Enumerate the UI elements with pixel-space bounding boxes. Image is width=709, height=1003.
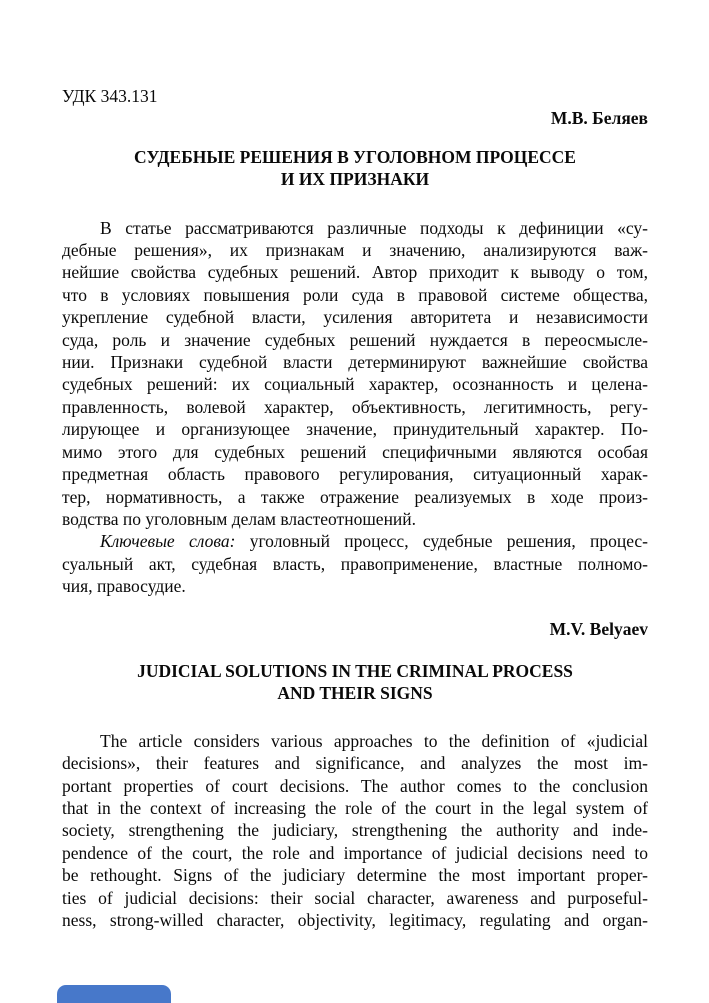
text-line: decisions», their features and significance, and analyzes the most im-	[62, 753, 648, 774]
text-line: The article considers various approaches to the definition of «judicial	[100, 730, 648, 751]
keywords-ru	[62, 530, 648, 597]
text-line: судебных решений: их социальный характер, осознанность и целена-	[62, 374, 648, 395]
text-line: AND THEIR SIGNS	[277, 683, 433, 704]
text-line: В статье рассматриваются различные подходы к дефиниции «су-	[100, 217, 648, 238]
text-line: правленность, волевой характер, объективность, легитимность, регу-	[62, 396, 648, 417]
keywords-label: Ключевые слова:	[100, 531, 236, 552]
text-line: ness, strong-willed character, objectivity, legitimacy, regulating and organ-	[62, 910, 648, 930]
keywords-line-first	[62, 530, 648, 552]
text-line: portant properties of court decisions. The author comes to the conclusion	[62, 775, 648, 796]
text-line: укрепление судебной власти, усиления авторитета и независимости	[62, 307, 648, 328]
partial-blue-button[interactable]	[57, 985, 171, 1003]
text-line: тер, нормативность, а также отражение реализуемых в ходе произ-	[62, 486, 648, 507]
text-line: JUDICIAL SOLUTIONS IN THE CRIMINAL PROCESS	[137, 660, 573, 681]
text-line: дебные решения», их признакам и значению, анализируются важ-	[62, 240, 648, 261]
text-line: лирующее и организующее значение, принудительный характер. По-	[62, 419, 648, 440]
text-line: мимо этого для судебных решений специфичными являются особая	[62, 441, 648, 462]
text-line: pendence of the court, the role and importance of judicial decisions need to	[62, 842, 648, 863]
text-line: чия, правосудие.	[62, 576, 186, 597]
udc-code: УДК 343.131	[62, 86, 158, 106]
text-line: ties of judicial decisions: their social character, awareness and purposeful-	[62, 887, 648, 908]
keywords-lines	[62, 553, 648, 598]
text-line: нейшие свойства судебных решений. Автор приходит к выводу о том,	[62, 262, 648, 283]
text-line: that in the context of increasing the role of the court in the legal system of	[62, 797, 648, 818]
text-line: суальный акт, судебная власть, правоприменение, властные полномо-	[62, 553, 648, 574]
author-en: M.V. Belyaev	[549, 618, 648, 639]
text-line: И ИХ ПРИЗНАКИ	[280, 169, 430, 190]
title-en	[62, 660, 648, 705]
abstract-ru	[62, 217, 648, 531]
text-line: нии. Признаки судебной власти детерминируют важнейшие свойства	[62, 352, 648, 373]
text-line: предметная область правового регулирования, ситуационный харак-	[62, 464, 648, 485]
text-line: СУДЕБНЫЕ РЕШЕНИЯ В УГОЛОВНОМ ПРОЦЕССЕ	[134, 146, 576, 167]
text-line: суда, роль и значение судебных решений нуждается в переосмысле-	[62, 329, 648, 350]
abstract-en	[62, 730, 648, 932]
text-line: society, strengthening the judiciary, strengthening the authority and inde-	[62, 820, 648, 841]
text-line: be rethought. Signs of the judiciary determine the most important proper-	[62, 865, 648, 886]
title-ru	[62, 146, 648, 191]
keywords-first-line-text: уголовный процесс, судебные решения, процес-	[235, 531, 649, 552]
author-ru: М.В. Беляев	[550, 108, 648, 129]
text-line: водства по уголовным делам властеотношений.	[62, 508, 417, 529]
text-line: что в условиях повышения роли суда в правовой системе общества,	[62, 284, 648, 305]
